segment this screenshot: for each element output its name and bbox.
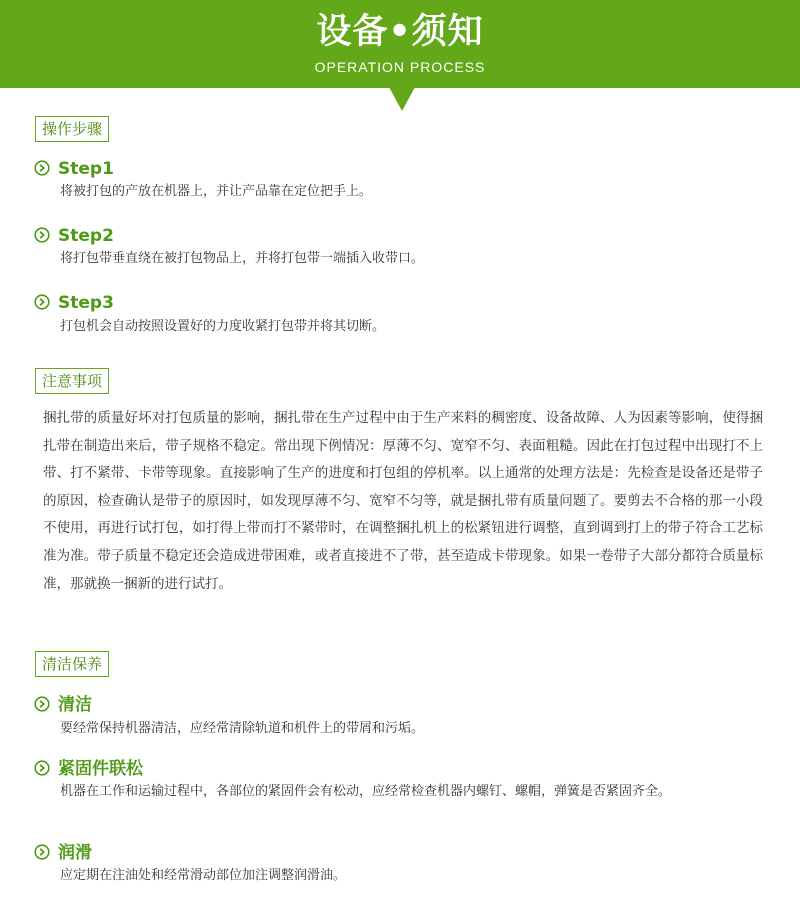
- notes-paragraph: 捆扎带的质量好坏对打包质量的影响，捆扎带在生产过程中由于生产来料的稠密度、设备故障、人为因素等影响，使得捆扎带在制造出来后，带子规格不稳定。常出现下例情况：厚薄不匀、宽窄不匀、表面粗糙。因此在打包过程中出现打不上带、打不紧带、卡带等现象。直接影响了生产的进度和打包组的停机率。以上通常的处理方法是：先检查是设备还是带子的原因，检查确认是带子的原因时，如发现厚薄不匀、宽窄不匀等，就是捆扎带有质量问题了。要剪去不合格的那一小段不使用，再进行试打包，如打得上带而打不紧带时，在调整捆扎机上的松紧钮进行调整，直到调到打上的带子符合工艺标准为准。带子质量不稳定还会造成进带困难，或者直接进不了带，甚至造成卡带现象。如果一卷带子大部分都符合质量标准，那就换一捆新的进行试打。: [43, 410, 763, 592]
- circle-chevron-right-icon: [34, 760, 50, 776]
- maintenance-1-heading: [34, 694, 92, 716]
- step-2-heading: [34, 225, 114, 247]
- circle-chevron-right-icon: [34, 294, 50, 310]
- maintenance-3-text: 应定期在注油处和经常滑动部位加注调整润滑油。: [60, 868, 347, 883]
- page-title: 设备•须知: [316, 12, 484, 52]
- step-3-heading: [34, 292, 114, 314]
- step-1-text: 将被打包的产放在机器上，并让产品靠在定位把手上。: [60, 184, 373, 199]
- maintenance-3-title: 润滑: [58, 843, 92, 863]
- section-tag-operation: 操作步骤: [35, 116, 109, 142]
- maintenance-3-heading: [34, 842, 92, 864]
- step-2-title: Step2: [58, 226, 114, 246]
- maintenance-1-text: 要经常保持机器清洁，应经常清除轨道和机件上的带屑和污垢。: [60, 721, 425, 736]
- maintenance-2-title: 紧固件联松: [58, 759, 143, 779]
- section-tag-notes: 注意事项: [35, 368, 109, 394]
- step-3-text: 打包机会自动按照设置好的力度收紧打包带并将其切断。: [60, 319, 386, 334]
- banner-notch: [389, 87, 415, 111]
- step-1-heading: [34, 158, 114, 180]
- circle-chevron-right-icon: [34, 160, 50, 176]
- step-3-title: Step3: [58, 293, 114, 313]
- circle-chevron-right-icon: [34, 696, 50, 712]
- page-subtitle: OPERATION PROCESS: [314, 59, 486, 75]
- maintenance-1-title: 清洁: [58, 695, 92, 715]
- section-tag-maintenance: 清洁保养: [35, 651, 109, 677]
- step-1-title: Step1: [58, 159, 114, 179]
- circle-chevron-right-icon: [34, 227, 50, 243]
- circle-chevron-right-icon: [34, 844, 50, 860]
- step-2-text: 将打包带垂直绕在被打包物品上，并将打包带一端插入收带口。: [60, 251, 425, 266]
- maintenance-2-heading: [34, 758, 143, 780]
- maintenance-2-text: 机器在工作和运输过程中，各部位的紧固件会有松动，应经常检查机器内螺钉、螺帽，弹簧是否紧固齐全。: [60, 784, 672, 799]
